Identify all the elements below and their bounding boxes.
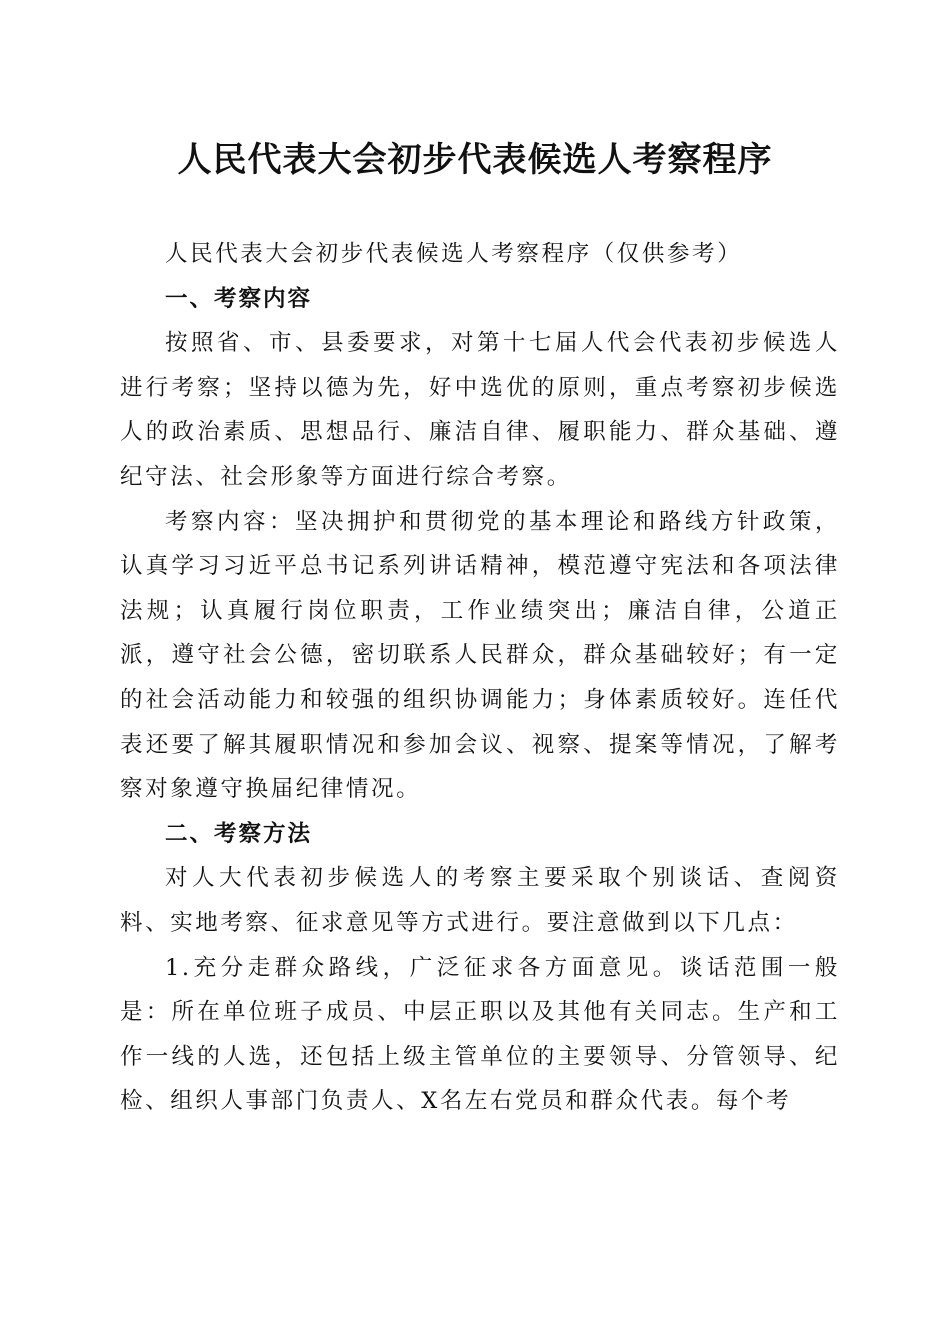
document-subtitle: 人民代表大会初步代表候选人考察程序（仅供参考）	[165, 241, 743, 267]
document-title: 人民代表大会初步代表候选人考察程序	[177, 140, 773, 180]
paragraph: 考察内容：坚决拥护和贯彻党的基本理论和路线方针政策，认真学习习近平总书记系列讲话精神，模范遵守宪法和各项法律法规；认真履行岗位职责，工作业绩突出；廉洁自律，公道正派，遵守社会公德，密切联系人民群众，群众基础较好；有一定的社会活动能力和较强的组织协调能力；身体素质较好。连任代表还要了解其履职情况和参加会议、视察、提案等情况，了解考察对象遵守换届纪律情况。	[120, 508, 840, 803]
paragraph: 1.充分走群众路线，广泛征求各方面意见。谈话范围一般是：所在单位班子成员、中层正职以及其他有关同志。生产和工作一线的人选，还包括上级主管单位的主要领导、分管领导、纪检、组织人事部门负责人、X名左右党员和群众代表。每个考	[120, 954, 840, 1115]
paragraph: 按照省、市、县委要求，对第十七届人代会代表初步候选人进行考察；坚持以德为先，好中选优的原则，重点考察初步候选人的政治素质、思想品行、廉洁自律、履职能力、群众基础、遵纪守法、社会形象等方面进行综合考察。	[120, 330, 840, 490]
document-body	[120, 232, 840, 1124]
paragraph: 对人大代表初步候选人的考察主要采取个别谈话、查阅资料、实地考察、征求意见等方式进行。要注意做到以下几点：	[120, 865, 840, 936]
section-heading-content: 一、考察内容	[165, 285, 313, 312]
section-heading-method: 二、考察方法	[165, 820, 313, 847]
